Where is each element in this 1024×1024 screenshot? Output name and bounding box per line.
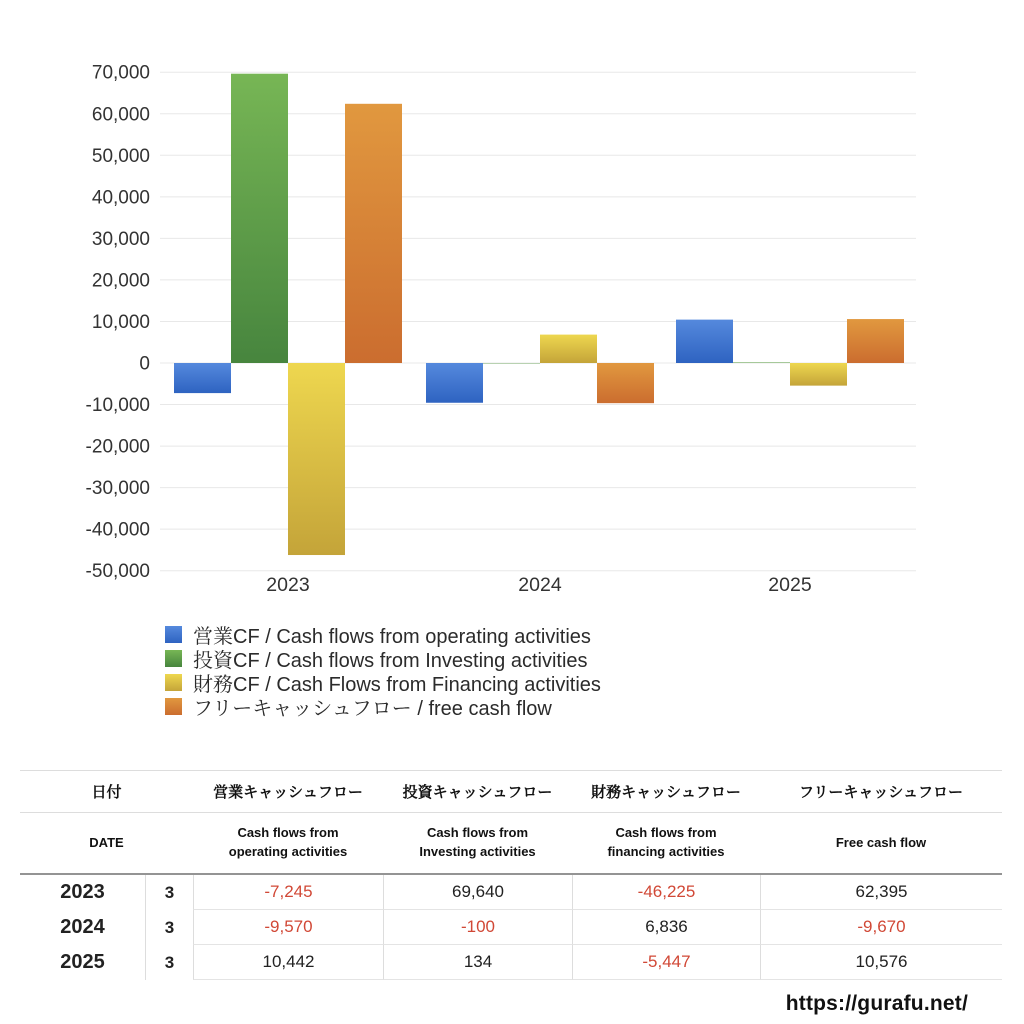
row-month: 3 [145, 875, 193, 910]
bar-financing-2023 [288, 363, 345, 555]
table-header-jp: 日付 [20, 771, 193, 813]
legend-label: 投資CF / Cash flows from Investing activities [193, 649, 588, 672]
bar-financing-2025 [790, 363, 847, 386]
y-axis-tick-label: 30,000 [91, 228, 150, 250]
bar-operating-2024 [426, 363, 483, 403]
row-year: 2025 [60, 951, 105, 973]
cash-flow-table [20, 770, 1002, 980]
y-axis-tick-label: -30,000 [85, 478, 150, 500]
cell-free-cash-flow-2025: 10,576 [760, 945, 1002, 980]
table-header-jp: 投資キャッシュフロー [383, 771, 572, 813]
cell-financing-2023: -46,225 [572, 875, 760, 910]
bar-free-cash-flow-2025 [847, 319, 904, 363]
table-header-jp: フリーキャッシュフロー [760, 771, 1002, 813]
chart-legend [165, 622, 601, 718]
y-axis-tick-label: 50,000 [91, 145, 150, 167]
table-header-en: Cash flows from Investing activities [383, 813, 572, 875]
legend-swatch-financing [165, 674, 182, 691]
cell-financing-2024: 6,836 [572, 910, 760, 945]
table-header-jp: 営業キャッシュフロー [193, 771, 383, 813]
y-axis-tick-label: 70,000 [91, 62, 150, 84]
x-axis-tick-label: 2023 [266, 574, 310, 596]
table-header-en: Cash flows from financing activities [572, 813, 760, 875]
row-month: 3 [145, 910, 193, 945]
bar-operating-2023 [174, 363, 231, 393]
y-axis-tick-label: 10,000 [91, 311, 150, 333]
legend-item-investing [165, 646, 601, 670]
legend-swatch-free-cash-flow [165, 698, 182, 715]
x-axis-tick-label: 2024 [518, 574, 562, 596]
table-header-en: Cash flows from operating activities [193, 813, 383, 875]
table-header-en: Free cash flow [760, 813, 1002, 875]
legend-swatch-investing [165, 650, 182, 667]
cell-operating-2024: -9,570 [193, 910, 383, 945]
cell-free-cash-flow-2024: -9,670 [760, 910, 1002, 945]
cell-investing-2024: -100 [383, 910, 572, 945]
table-header-en: DATE [20, 813, 193, 875]
table-header-jp: 財務キャッシュフロー [572, 771, 760, 813]
bar-investing-2023 [231, 74, 288, 363]
y-axis-tick-label: -20,000 [85, 436, 150, 458]
cell-investing-2025: 134 [383, 945, 572, 980]
y-axis-tick-label: 0 [139, 353, 150, 375]
legend-swatch-operating [165, 626, 182, 643]
legend-item-free-cash-flow [165, 694, 601, 718]
site-url: https://gurafu.net/ [785, 992, 968, 1015]
cell-free-cash-flow-2023: 62,395 [760, 875, 1002, 910]
y-axis-tick-label: 40,000 [91, 187, 150, 209]
y-axis-tick-label: -10,000 [85, 395, 150, 417]
bar-investing-2025 [733, 362, 790, 363]
y-axis-tick-label: -40,000 [85, 519, 150, 541]
row-year: 2023 [60, 881, 105, 903]
y-axis-tick-label: 20,000 [91, 270, 150, 292]
legend-label: 財務CF / Cash Flows from Financing activities [193, 673, 601, 696]
y-axis-tick-label: 60,000 [91, 104, 150, 126]
y-axis-tick-label: -50,000 [85, 561, 150, 583]
bar-operating-2025 [676, 320, 733, 363]
row-year: 2024 [60, 916, 105, 938]
bar-financing-2024 [540, 335, 597, 363]
legend-item-financing [165, 670, 601, 694]
bar-free-cash-flow-2024 [597, 363, 654, 403]
x-axis-tick-label: 2025 [768, 574, 812, 596]
legend-item-operating [165, 622, 601, 646]
cell-operating-2025: 10,442 [193, 945, 383, 980]
bar-free-cash-flow-2023 [345, 104, 402, 363]
cell-financing-2025: -5,447 [572, 945, 760, 980]
row-month: 3 [145, 945, 193, 980]
legend-label: 営業CF / Cash flows from operating activities [193, 625, 591, 648]
cell-operating-2023: -7,245 [193, 875, 383, 910]
legend-label: フリーキャッシュフロー / free cash flow [193, 697, 552, 720]
cell-investing-2023: 69,640 [383, 875, 572, 910]
